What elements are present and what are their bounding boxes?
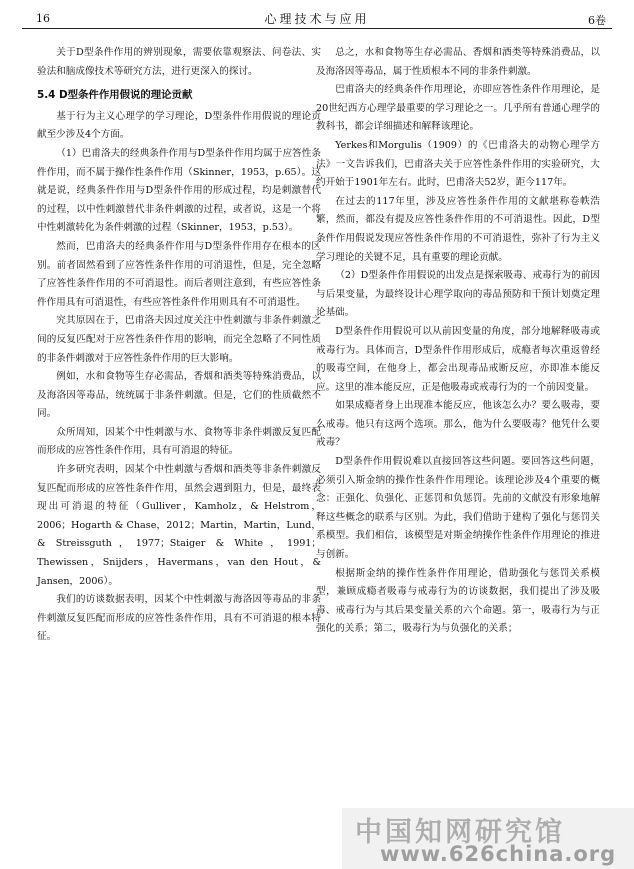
paragraph: 究其原因在于，巴甫洛夫因过度关注中性刺激与非条件刺激之间的反复匹配对于应答性条件作用的影响，而完全忽略了不同性质的非条件刺激对于应答性条件作用的巨大影响。 — [37, 315, 321, 364]
paragraph: 许多研究表明，因某个中性刺激与香烟和酒类等非条件刺激反复匹配而形成的应答性条件作用，虽然会遇到阻力，但是，最终表现出可消退的特征（Gulliver，Kamholz，& Helstrom，2006；Hogarth & Chase，2012；Martin，Martin，Lund，& Streissguth，1977；Staiger & White，1991；Thewissen，Snijders，Havermans，van den Hout，& Jansen，2006）。 — [37, 464, 321, 587]
journal-title: 心理技术与应用 — [264, 12, 370, 26]
paragraph: 然而，巴甫洛夫的经典条件作用与D型条件作用存在根本的区别。前者固然看到了应答性条件作用的可消退性，但是，完全忽略了应答性条件作用的不可消退性。而后者则注意到，有些应答性条件作用具有可消退性，有些应答性条件作用则具有不可消退性。 — [37, 240, 321, 308]
paragraph: 如果成瘾者身上出现准本能反应，他该怎么办？要么吸毒，要么戒毒。他只有这两个选项。那么，他为什么要吸毒？他凭什么要戒毒？ — [316, 400, 600, 449]
volume-label: 6卷 — [588, 14, 606, 27]
paragraph: Yerkes和Morgulis（1909）的《巴甫洛夫的动物心理学方法》一文告诉我们，巴甫洛夫关于应答性条件作用的实验研究，大约开始于1901年左右。此时，巴甫洛夫52岁，距今117年。 — [316, 139, 600, 189]
page-header — [22, 6, 612, 29]
paragraph: （2）D型条件作用假说的出发点是探索吸毒、戒毒行为的前因与后果变量，为最终设计心理学取向的毒品预防和干预计划奠定理论基础。 — [316, 270, 600, 319]
section-heading: 5.4 D型条件作用假说的理论贡献 — [37, 89, 193, 102]
paragraph: 在过去的117年里，涉及应答性条件作用的文献堪称卷帙浩繁，然而，都没有提及应答性条件作用的不可消退性。因此，D型条件作用假说发现应答性条件作用的不可消退性，弥补了行为主义学习理论的关键不足，具有重要的理论贡献。 — [316, 195, 600, 263]
right-column — [316, 44, 600, 639]
paragraph: 众所周知，因某个中性刺激与水、食物等非条件刺激反复匹配而形成的应答性条件作用，具有可消退的特征。 — [37, 426, 321, 457]
paragraph: 巴甫洛夫的经典条件作用理论，亦即应答性条件作用理论，是20世纪西方心理学最重要的学习理论之一。几乎所有普通心理学的教科书，都会详细描述和解释该理论。 — [316, 84, 600, 133]
left-column — [37, 44, 321, 647]
paragraph: D型条件作用假说可以从前因变量的角度，部分地解释吸毒或戒毒行为。具体而言，D型条件作用形成后，成瘾者每次重返曾经的吸毒空间，在他身上，都会出现毒品戒断反应，亦即准本能反应。这里的准本能反应，正是他吸毒或戒毒行为的一个前因变量。 — [316, 325, 600, 393]
paragraph: 根据斯金纳的操作性条件作用理论，借助强化与惩罚关系模型，兼顾成瘾者吸毒与戒毒行为的访谈数据，我们提出了涉及吸毒、戒毒行为与其后果变量关系的六个命题。第一，吸毒行为与正强化的关系；第二，吸毒行为与负强化的关系； — [316, 567, 600, 635]
paragraph: 关于D型条件作用的辨别现象，需要依靠观察法、问卷法、实验法和脑成像技术等研究方法，进行更深入的探讨。 — [37, 47, 321, 77]
watermark-url: www.626china.org — [380, 842, 617, 866]
watermark-title: 中国知网研究馆 — [355, 817, 565, 848]
paragraph: 基于行为主义心理学的学习理论，D型条件作用假说的理论贡献至少涉及4个方面。 — [37, 110, 321, 141]
paragraph: 总之，水和食物等生存必需品、香烟和酒类等特殊消费品，以及海洛因等毒品，属于性质根本不同的非条件刺激。 — [316, 47, 600, 77]
page-number: 16 — [36, 12, 50, 25]
paragraph: D型条件作用假说难以直接回答这些问题。要回答这些问题，必须引入斯金纳的操作性条件作用理论。该理论涉及4个重要的概念：正强化、负强化、正惩罚和负惩罚。先前的文献没有形象地解释这些概念的联系与区别。为此，我们借助于建构了强化与惩罚关系模型。我们相信，该模型是对斯金纳操作性条件作用理论的推进与创新。 — [316, 456, 600, 561]
paragraph: （1）巴甫洛夫的经典条件作用与D型条件作用均属于应答性条件作用，而不属于操作性条件作用（Skinner，1953，p.65）。这就是说，经典条件作用与D型条件作用的形成过程，均是刺激替代的过程，以中性刺激替代非条件刺激的过程，或者说，这是一个将中性刺激转化为条件刺激的过程（Skinner，1953，p.53）。 — [37, 147, 321, 234]
paragraph: 例如，水和食物等生存必需品，香烟和酒类等特殊消费品，以及海洛因等毒品，统统属于非条件刺激。但是，它们的性质截然不同。 — [37, 371, 321, 420]
paragraph: 我们的访谈数据表明，因某个中性刺激与海洛因等毒品的非条件刺激反复匹配而形成的应答性条件作用，具有不可消退的根本特征。 — [37, 594, 321, 643]
